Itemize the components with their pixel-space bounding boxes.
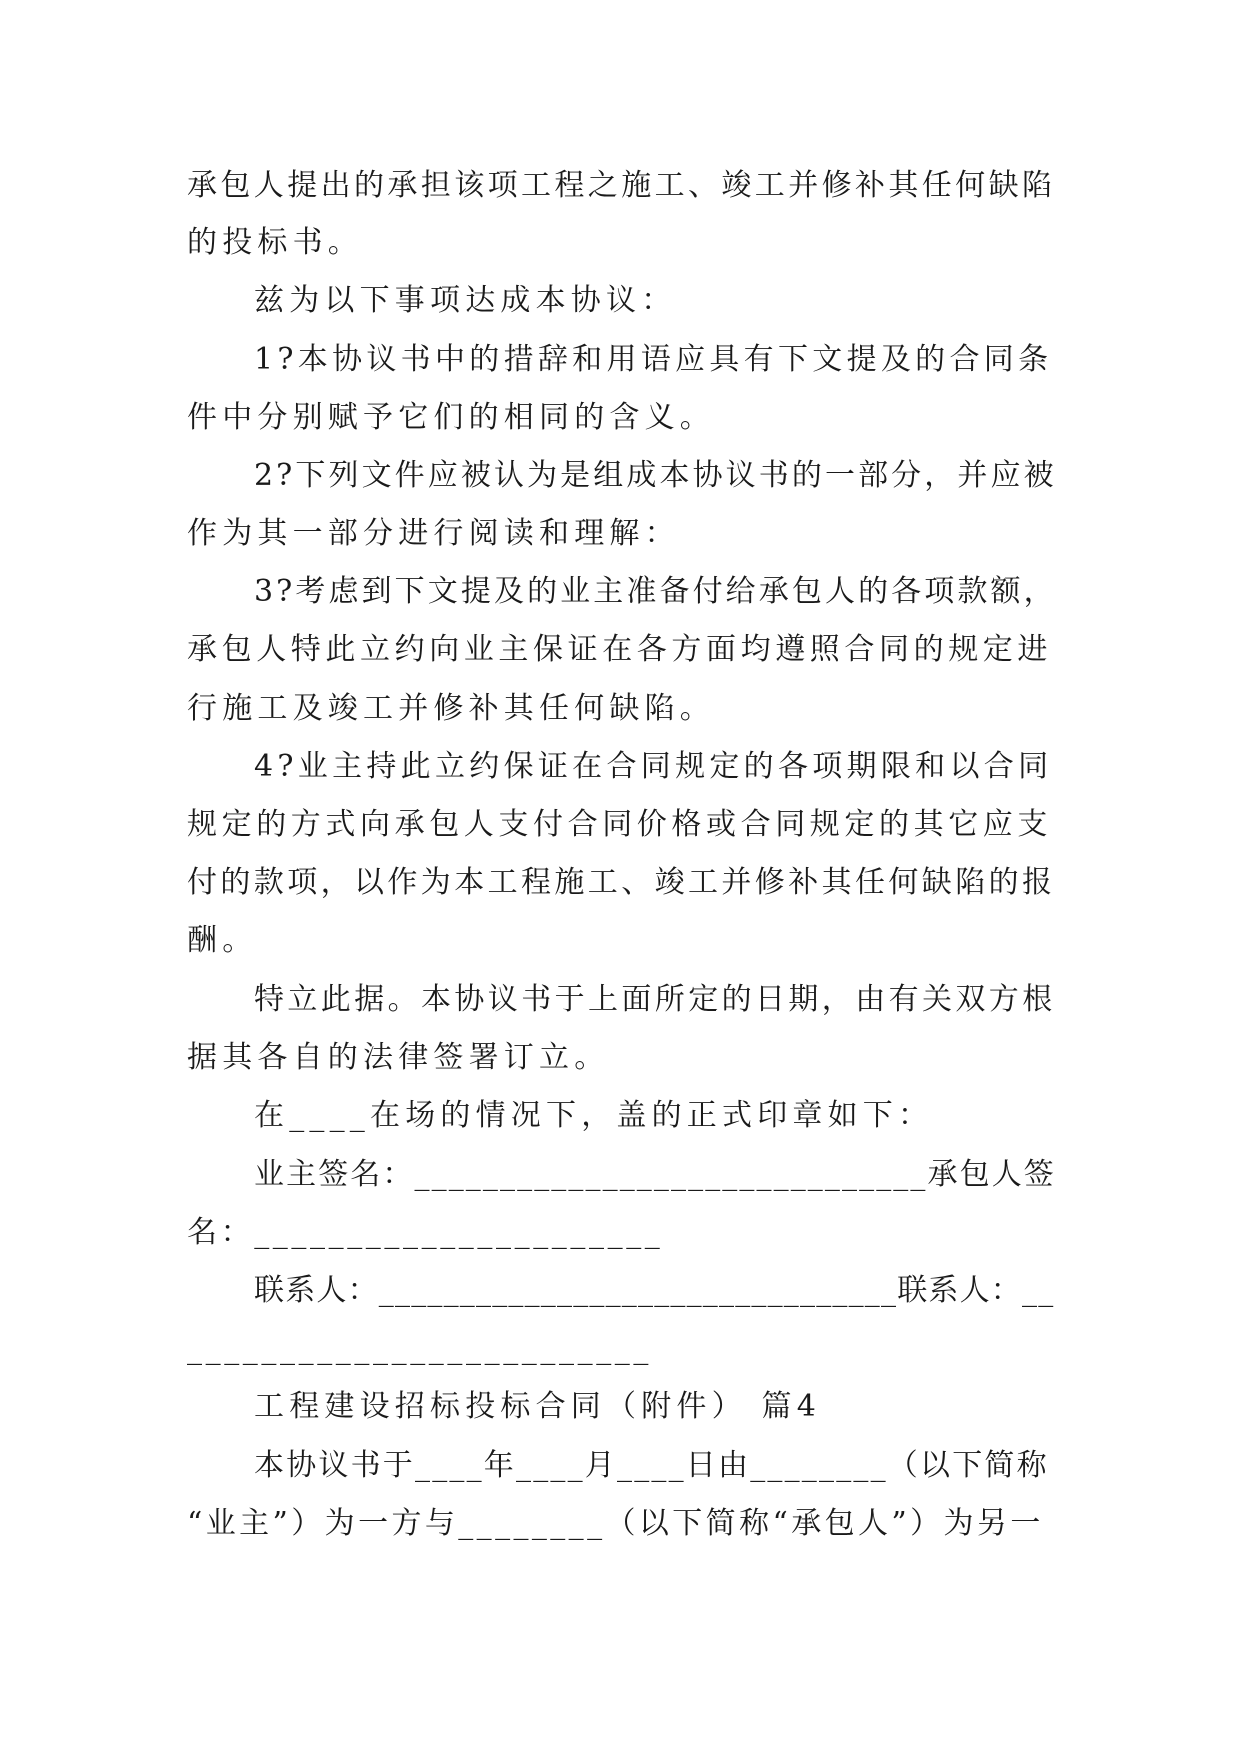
text-line: 承包人特此立约向业主保证在各方面均遵照合同的规定进 — [187, 632, 1052, 667]
text-line: 件中分别赋予它们的相同的含义。 — [187, 400, 715, 435]
owner-signature-line: 业主签名：______________________________承包人签 — [254, 1157, 1056, 1192]
text-line: 在____在场的情况下，盖的正式印章如下： — [254, 1098, 934, 1133]
text-line: 酬。 — [187, 923, 258, 958]
text-line: 1?本协议书中的措辞和用语应具有下文提及的合同条 — [254, 342, 1053, 377]
text-line: 行施工及竣工并修补其任何缺陷。 — [187, 691, 715, 726]
text-line: 承包人提出的承担该项工程之施工、竣工并修补其任何缺陷 — [187, 168, 1056, 203]
text-line: 2?下列文件应被认为是组成本协议书的一部分，并应被 — [254, 458, 1057, 493]
text-line: 本协议书于____年____月____日由________（以下简称 — [254, 1448, 1049, 1483]
contact-line: 联系人：________________________________联系人：__ — [254, 1273, 1055, 1308]
text-line: 作为其一部分进行阅读和理解： — [187, 516, 680, 551]
text-line: 据其各自的法律签署订立。 — [187, 1040, 610, 1075]
text-line: 4?业主持此立约保证在合同规定的各项期限和以合同 — [254, 749, 1053, 784]
contractor-signature-line: 名：______________________ — [187, 1215, 664, 1250]
contact-line-continued: _________________________ — [187, 1331, 652, 1366]
text-line: 兹为以下事项达成本协议： — [254, 283, 677, 318]
text-line: 的投标书。 — [187, 225, 363, 260]
text-line: 特立此据。本协议书于上面所定的日期，由有关双方根 — [254, 982, 1056, 1017]
text-line: 3?考虑到下文提及的业主准备付给承包人的各项款额， — [254, 574, 1057, 609]
text-line: 付的款项，以作为本工程施工、竣工并修补其任何缺陷的报 — [187, 865, 1056, 900]
text-line: 规定的方式向承包人支付合同价格或合同规定的其它应支 — [187, 807, 1052, 842]
text-line: “业主”）为一方与________（以下简称“承包人”）为另一 — [187, 1506, 1044, 1541]
section-heading: 工程建设招标投标合同（附件） 篇4 — [254, 1389, 822, 1424]
